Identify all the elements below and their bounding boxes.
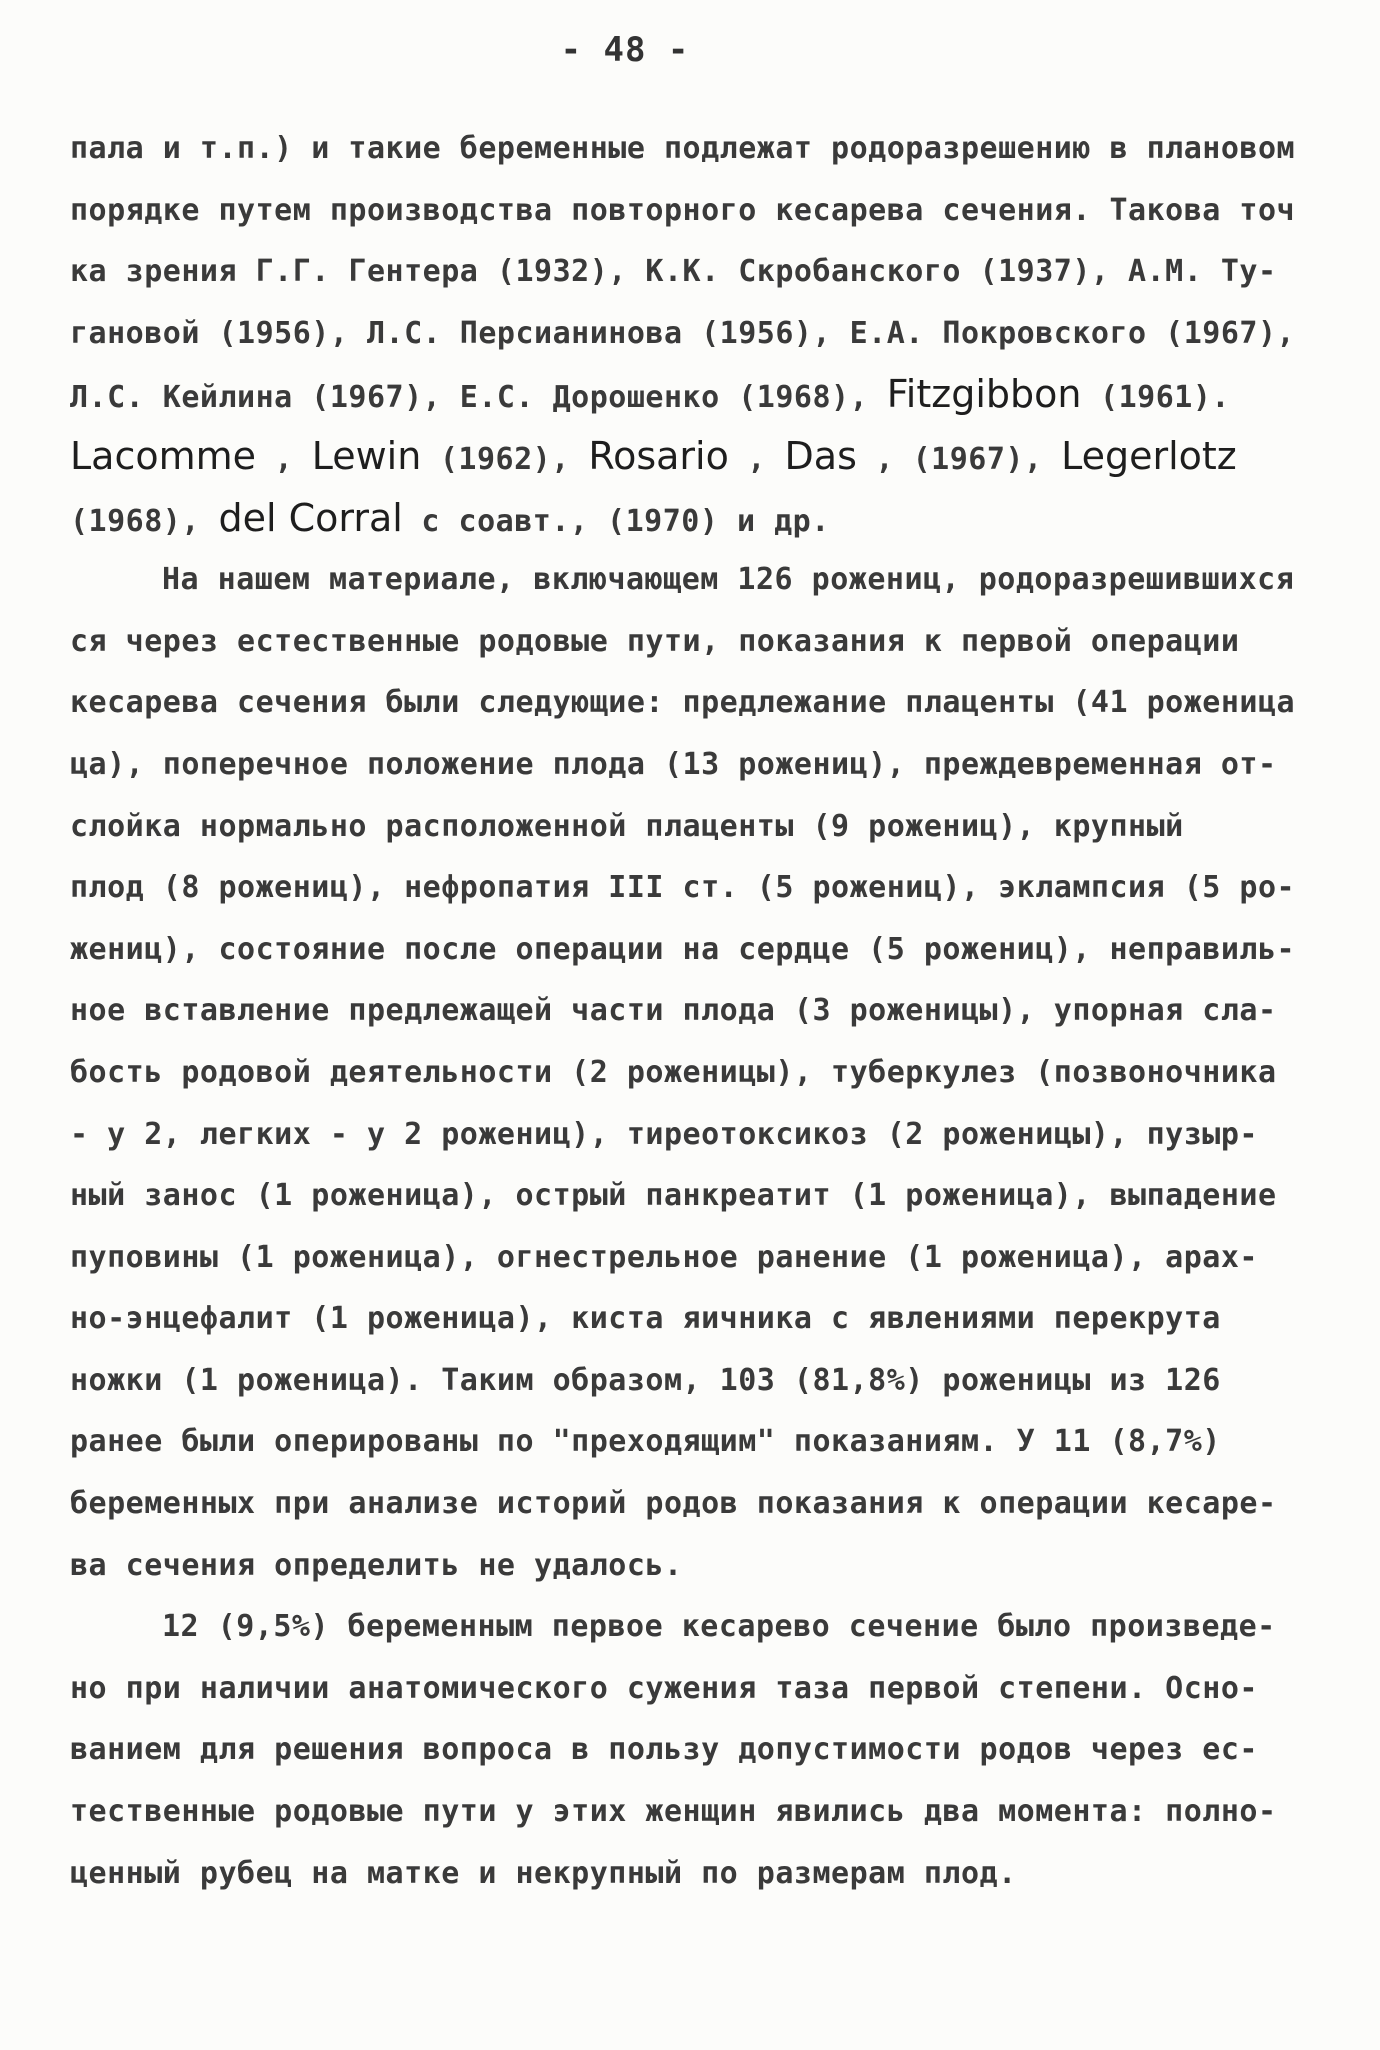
text-line: ценный рубец на матке и некрупный по размерам плод. — [70, 1855, 1017, 1891]
text-line: но-энцефалит (1 роженица), киста яичника с явлениями перекрута — [70, 1301, 1221, 1337]
handwritten-name: Fitzgibbon — [886, 372, 1082, 417]
text-line: порядке путем производства повторного кесарева сечения. Такова точ — [70, 192, 1296, 228]
text-line: гановой (1956), Л.С. Персианинова (1956), Е.А. Покровского (1967), — [70, 315, 1296, 351]
text-line: слойка нормально расположенной плаценты (9 рожениц), крупный — [70, 808, 1184, 844]
handwritten-name: Das — [784, 433, 857, 478]
text-line: ца), поперечное положение плода (13 рожениц), преждевременная от- — [70, 746, 1277, 782]
document-body — [70, 118, 1310, 1904]
text-line: ный занос (1 роженица), острый панкреатит (1 роженица), выпадение — [70, 1178, 1277, 1214]
handwritten-name: Legerlotz — [1061, 433, 1237, 478]
text-line: ся через естественные родовые пути, показания к первой операции — [70, 623, 1240, 659]
text-line: ранее были оперированы по "преходящим" показаниям. У 11 (8,7%) — [70, 1424, 1221, 1460]
text-line-with-handwriting: Lacomme , Lewin (1962), Rosario , Das , (1967), Legerlotz — [70, 433, 1237, 478]
text-line: ное вставление предлежащей части плода (3 роженицы), упорная сла- — [70, 993, 1277, 1029]
paragraph-start: На нашем материале, включающем 126 рожениц, родоразрешившихся — [162, 562, 1295, 598]
text-line: ва сечения определить не удалось. — [70, 1547, 683, 1583]
text-line: ножки (1 роженица). Таким образом, 103 (81,8%) роженицы из 126 — [70, 1362, 1221, 1398]
text-line: кесарева сечения были следующие: предлежание плаценты (41 роженица — [70, 685, 1296, 721]
handwritten-name: Lewin — [311, 433, 422, 478]
text-line: бость родовой деятельности (2 роженицы), туберкулез (позвоночника — [70, 1054, 1277, 1090]
page-number: - 48 - — [560, 30, 690, 70]
text-line: - у 2, легких - у 2 рожениц), тиреотоксикоз (2 роженицы), пузыр- — [70, 1116, 1258, 1152]
text-line: пуповины (1 роженица), огнестрельное ранение (1 роженица), арах- — [70, 1239, 1258, 1275]
text-line-with-handwriting: Л.С. Кейлина (1967), Е.С. Дорошенко (1968), Fitzgibbon (1961). — [70, 372, 1230, 417]
text-line: тественные родовые пути у этих женщин явились два момента: полно- — [70, 1794, 1277, 1830]
handwritten-name: del Corral — [218, 495, 403, 540]
text-line: пала и т.п.) и такие беременные подлежат родоразрешению в плановом — [70, 131, 1296, 166]
text-line: беременных при анализе историй родов показания к операции кесаре- — [70, 1486, 1277, 1522]
handwritten-name: Lacomme — [70, 433, 257, 478]
handwritten-name: Rosario — [588, 433, 729, 478]
text-line: ка зрения Г.Г. Гентера (1932), К.К. Скробанского (1937), А.М. Ту- — [70, 254, 1277, 290]
paragraph-start: 12 (9,5%) беременным первое кесарево сечение было произведе- — [162, 1609, 1276, 1645]
text-line: плод (8 рожениц), нефропатия III ст. (5 рожениц), эклампсия (5 ро- — [70, 870, 1296, 906]
text-line: ванием для решения вопроса в пользу допустимости родов через ес- — [70, 1732, 1258, 1768]
text-line-with-handwriting: (1968), del Corral с соавт., (1970) и др. — [70, 495, 830, 540]
text-line: жениц), состояние после операции на сердце (5 рожениц), неправиль- — [70, 931, 1296, 967]
text-line: но при наличии анатомического сужения таза первой степени. Осно- — [70, 1670, 1258, 1706]
